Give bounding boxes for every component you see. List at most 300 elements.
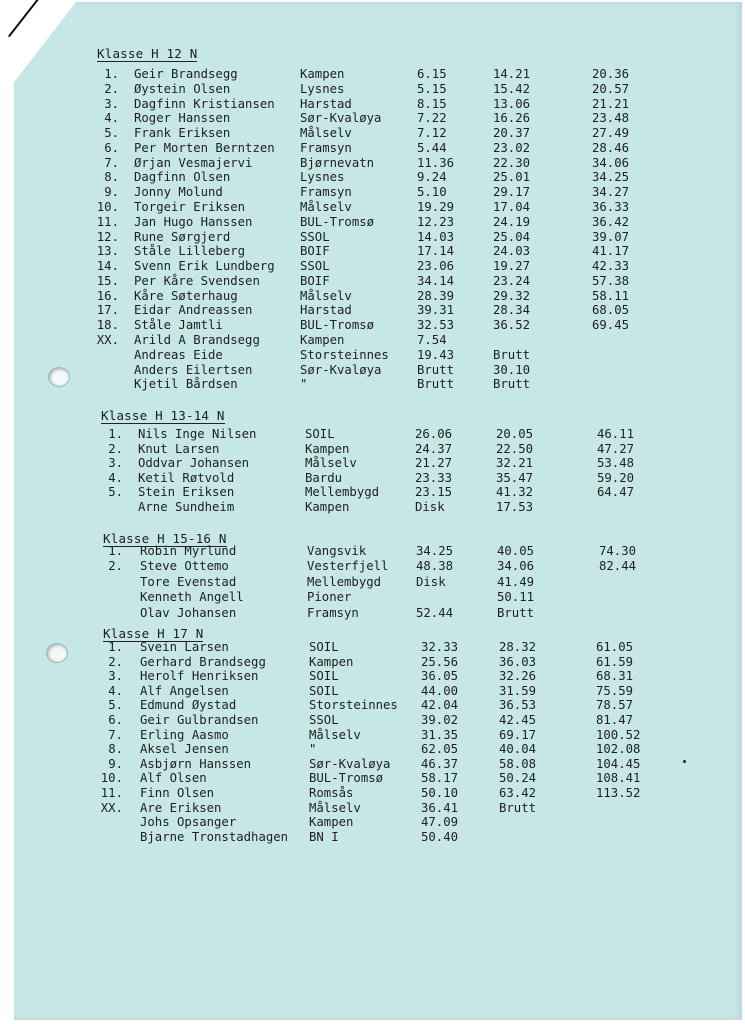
club-name: Målselv bbox=[300, 200, 352, 215]
club-name: Storsteinnes bbox=[309, 698, 398, 713]
result-row bbox=[0, 274, 745, 288]
club-name: BOIF bbox=[300, 244, 330, 259]
time-total: 64.47 bbox=[597, 485, 635, 500]
club-name: Harstad bbox=[300, 303, 352, 318]
runner-name: Kenneth Angell bbox=[140, 590, 244, 605]
result-row bbox=[0, 757, 745, 771]
time-total: 36.33 bbox=[592, 200, 630, 215]
time-second: 63.42 bbox=[499, 786, 537, 800]
section-title: Klasse H 17 N bbox=[103, 626, 204, 641]
time-first: 23.15 bbox=[415, 485, 453, 500]
time-second: 36.53 bbox=[499, 698, 537, 713]
time-first: 11.36 bbox=[417, 155, 455, 170]
time-second: 24.03 bbox=[493, 244, 531, 259]
time-first: 5.44 bbox=[417, 140, 447, 155]
time-first: 5.10 bbox=[417, 185, 447, 200]
runner-name: Jan Hugo Hanssen bbox=[134, 214, 253, 229]
time-first: 36.05 bbox=[421, 669, 459, 684]
time-first: 21.27 bbox=[415, 456, 453, 471]
time-second: 58.08 bbox=[499, 756, 537, 771]
runner-name: Erling Aasmo bbox=[140, 727, 229, 742]
runner-name: Aksel Jensen bbox=[140, 742, 229, 757]
rank: 10. bbox=[100, 771, 123, 786]
runner-name: Edmund Øystad bbox=[140, 698, 237, 713]
club-name: Kampen bbox=[305, 441, 350, 456]
time-second: 29.17 bbox=[493, 185, 531, 200]
time-total: 75.59 bbox=[596, 683, 634, 698]
result-row bbox=[0, 830, 745, 844]
time-total: 74.30 bbox=[599, 544, 637, 558]
club-name: SSOL bbox=[300, 259, 330, 274]
runner-name: Ketil Røtvold bbox=[138, 470, 235, 485]
club-name: Vesterfjell bbox=[307, 559, 389, 574]
runner-name: Frank Eriksen bbox=[134, 126, 231, 141]
runner-name: Are Eriksen bbox=[140, 800, 222, 815]
runner-name: Stein Eriksen bbox=[138, 485, 235, 500]
time-second: 40.05 bbox=[497, 544, 535, 558]
result-row bbox=[0, 456, 745, 470]
runner-name: Ståle Jamtli bbox=[134, 318, 223, 333]
time-total: 100.52 bbox=[596, 727, 641, 742]
rank: XX. bbox=[96, 333, 119, 348]
club-name: Bjørnevatn bbox=[300, 155, 375, 170]
result-row bbox=[0, 684, 745, 698]
time-first: 50.40 bbox=[421, 829, 459, 844]
club-name: Kampen bbox=[305, 500, 350, 514]
result-row bbox=[0, 303, 745, 317]
result-row bbox=[0, 728, 745, 742]
result-row bbox=[0, 215, 745, 229]
time-total: 81.47 bbox=[596, 713, 634, 727]
time-first: 7.12 bbox=[417, 126, 447, 141]
club-name: Målselv bbox=[309, 800, 361, 815]
time-second: 15.42 bbox=[493, 81, 531, 96]
time-second: 50.11 bbox=[497, 590, 535, 605]
time-second: 69.17 bbox=[499, 727, 537, 742]
club-name: Kampen bbox=[309, 654, 354, 669]
result-row bbox=[0, 363, 745, 377]
rank: 10. bbox=[96, 200, 119, 215]
time-second: 25.01 bbox=[493, 170, 531, 185]
rank: 12. bbox=[96, 229, 119, 244]
time-second: 14.21 bbox=[493, 67, 531, 81]
result-row bbox=[0, 713, 745, 727]
rank: 4. bbox=[104, 111, 119, 126]
runner-name: Eidar Andreassen bbox=[134, 303, 253, 318]
time-first: 50.10 bbox=[421, 786, 459, 800]
runner-name: Alf Olsen bbox=[140, 771, 207, 786]
result-row bbox=[0, 244, 745, 258]
rank: 2. bbox=[104, 81, 119, 96]
runner-name: Steve Ottemo bbox=[140, 559, 229, 574]
time-first: 26.06 bbox=[415, 427, 453, 441]
time-first: Brutt bbox=[417, 362, 455, 377]
time-second: 28.32 bbox=[499, 640, 537, 654]
club-name: Bardu bbox=[305, 470, 343, 485]
result-row bbox=[0, 559, 745, 573]
result-row bbox=[0, 801, 745, 815]
club-name: BOIF bbox=[300, 273, 330, 288]
club-name: Lysnes bbox=[300, 170, 345, 185]
rank: 8. bbox=[104, 170, 119, 185]
result-row bbox=[0, 377, 745, 391]
time-second: 22.50 bbox=[496, 441, 534, 456]
club-name: Målselv bbox=[300, 288, 352, 303]
result-row bbox=[0, 348, 745, 362]
club-name: Målselv bbox=[305, 456, 357, 471]
time-second: Brutt bbox=[499, 800, 537, 815]
time-second: 32.26 bbox=[499, 669, 537, 684]
time-second: 23.02 bbox=[493, 140, 531, 155]
time-total: 47.27 bbox=[597, 441, 635, 456]
time-total: 34.06 bbox=[592, 155, 630, 170]
result-row bbox=[0, 126, 745, 140]
club-name: BUL-Tromsø bbox=[309, 771, 384, 786]
result-row bbox=[0, 141, 745, 155]
rank: 8. bbox=[108, 742, 123, 757]
result-row bbox=[0, 111, 745, 125]
result-row bbox=[0, 318, 745, 332]
rank: 14. bbox=[96, 259, 119, 274]
rank: 9. bbox=[104, 185, 119, 200]
rank: 11. bbox=[100, 786, 123, 800]
club-name: Kampen bbox=[300, 333, 345, 348]
time-first: Disk bbox=[416, 574, 446, 589]
time-total: 20.57 bbox=[592, 81, 630, 96]
time-total: 39.07 bbox=[592, 229, 630, 244]
runner-name: Rune Sørgjerd bbox=[134, 229, 231, 244]
time-first: 17.14 bbox=[417, 244, 455, 259]
time-first: 34.14 bbox=[417, 273, 455, 288]
club-name: BN I bbox=[309, 829, 339, 844]
runner-name: Arne Sundheim bbox=[138, 500, 235, 514]
result-row bbox=[0, 97, 745, 111]
time-second: 31.59 bbox=[499, 683, 537, 698]
runner-name: Andreas Eide bbox=[134, 347, 223, 362]
time-first: 6.15 bbox=[417, 67, 447, 81]
runner-name: Dagfinn Kristiansen bbox=[134, 96, 275, 111]
club-name: Pioner bbox=[307, 590, 352, 605]
time-first: 5.15 bbox=[417, 81, 447, 96]
club-name: BUL-Tromsø bbox=[300, 318, 375, 333]
time-second: 22.30 bbox=[493, 155, 531, 170]
time-second: 17.04 bbox=[493, 200, 531, 215]
runner-name: Kåre Søterhaug bbox=[134, 288, 238, 303]
time-first: 39.31 bbox=[417, 303, 455, 318]
club-name: SOIL bbox=[309, 669, 339, 684]
time-second: 23.24 bbox=[493, 273, 531, 288]
time-first: 9.24 bbox=[417, 170, 447, 185]
time-first: 39.02 bbox=[421, 713, 459, 727]
runner-name: Ståle Lilleberg bbox=[134, 244, 246, 259]
result-row bbox=[0, 333, 745, 347]
time-total: 69.45 bbox=[592, 318, 630, 333]
time-second: 34.06 bbox=[497, 559, 535, 574]
result-row bbox=[0, 655, 745, 669]
time-second: 36.52 bbox=[493, 318, 531, 333]
time-first: 14.03 bbox=[417, 229, 455, 244]
runner-name: Torgeir Eriksen bbox=[134, 200, 246, 215]
time-first: 42.04 bbox=[421, 698, 459, 713]
result-row bbox=[0, 442, 745, 456]
result-row bbox=[0, 590, 745, 604]
rank: 1. bbox=[108, 640, 123, 654]
time-first: 23.33 bbox=[415, 470, 453, 485]
time-second: 41.32 bbox=[496, 485, 534, 500]
result-row bbox=[0, 230, 745, 244]
runner-name: Geir Brandsegg bbox=[134, 67, 238, 81]
time-first: Disk bbox=[415, 500, 445, 514]
result-row bbox=[0, 67, 745, 81]
time-total: 78.57 bbox=[596, 698, 634, 713]
rank: 16. bbox=[96, 288, 119, 303]
time-first: 31.35 bbox=[421, 727, 459, 742]
time-second: Brutt bbox=[493, 377, 531, 392]
time-total: 28.46 bbox=[592, 140, 630, 155]
time-first: 46.37 bbox=[421, 756, 459, 771]
time-first: 52.44 bbox=[416, 605, 454, 620]
time-total: 34.27 bbox=[592, 185, 630, 200]
rank: 4. bbox=[108, 470, 123, 485]
runner-name: Anders Eilertsen bbox=[134, 362, 253, 377]
runner-name: Robin Myrlund bbox=[140, 544, 237, 558]
time-total: 46.11 bbox=[597, 427, 635, 441]
club-name: Mellembygd bbox=[307, 574, 382, 589]
result-row bbox=[0, 485, 745, 499]
time-second: Brutt bbox=[493, 347, 531, 362]
result-row bbox=[0, 544, 745, 558]
time-first: 7.22 bbox=[417, 111, 447, 126]
time-first: 19.29 bbox=[417, 200, 455, 215]
rank: 7. bbox=[108, 727, 123, 742]
time-total: 20.36 bbox=[592, 67, 630, 81]
runner-name: Dagfinn Olsen bbox=[134, 170, 231, 185]
time-first: 48.38 bbox=[416, 559, 454, 574]
time-first: 62.05 bbox=[421, 742, 459, 757]
time-first: 34.25 bbox=[416, 544, 454, 558]
rank: 17. bbox=[96, 303, 119, 318]
time-second: 19.27 bbox=[493, 259, 531, 274]
rank: 5. bbox=[104, 126, 119, 141]
rank: 2. bbox=[108, 654, 123, 669]
runner-name: Tore Evenstad bbox=[140, 574, 237, 589]
club-name: Framsyn bbox=[300, 140, 352, 155]
runner-name: Johs Opsanger bbox=[140, 815, 237, 830]
time-second: 20.05 bbox=[496, 427, 534, 441]
club-name: Harstad bbox=[300, 96, 352, 111]
result-row bbox=[0, 500, 745, 514]
time-first: 44.00 bbox=[421, 683, 459, 698]
time-total: 102.08 bbox=[596, 742, 641, 757]
rank: XX. bbox=[100, 800, 123, 815]
time-first: 58.17 bbox=[421, 771, 459, 786]
result-row bbox=[0, 698, 745, 712]
runner-name: Øystein Olsen bbox=[134, 81, 231, 96]
club-name: SOIL bbox=[309, 683, 339, 698]
runner-name: Svenn Erik Lundberg bbox=[134, 259, 275, 274]
club-name: Kampen bbox=[300, 67, 345, 81]
result-row bbox=[0, 82, 745, 96]
runner-name: Ørjan Vesmajervi bbox=[134, 155, 253, 170]
club-name: Sør-Kvaløya bbox=[300, 111, 382, 126]
runner-name: Oddvar Johansen bbox=[138, 456, 250, 471]
rank: 3. bbox=[108, 456, 123, 471]
time-total: 113.52 bbox=[596, 786, 641, 800]
time-second: 30.10 bbox=[493, 362, 531, 377]
time-total: 61.05 bbox=[596, 640, 634, 654]
club-name: Sør-Kvaløya bbox=[300, 362, 382, 377]
rank: 2. bbox=[108, 441, 123, 456]
time-second: 20.37 bbox=[493, 126, 531, 141]
time-second: 25.04 bbox=[493, 229, 531, 244]
time-total: 59.20 bbox=[597, 470, 635, 485]
club-name: SOIL bbox=[309, 640, 339, 654]
rank: 5. bbox=[108, 485, 123, 500]
club-name: Framsyn bbox=[307, 605, 359, 620]
result-row bbox=[0, 669, 745, 683]
rank: 3. bbox=[104, 96, 119, 111]
runner-name: Finn Olsen bbox=[140, 786, 215, 800]
time-second: 42.45 bbox=[499, 713, 537, 727]
rank: 15. bbox=[96, 273, 119, 288]
rank: 11. bbox=[96, 214, 119, 229]
time-second: 50.24 bbox=[499, 771, 537, 786]
time-second: 17.53 bbox=[496, 500, 534, 514]
runner-name: Bjarne Tronstadhagen bbox=[140, 829, 289, 844]
runner-name: Olav Johansen bbox=[140, 605, 237, 620]
time-second: 41.49 bbox=[497, 574, 535, 589]
club-name: Målselv bbox=[300, 126, 352, 141]
club-name: SOIL bbox=[305, 427, 335, 441]
time-second: 13.06 bbox=[493, 96, 531, 111]
time-first: 28.39 bbox=[417, 288, 455, 303]
result-row bbox=[0, 786, 745, 800]
club-name: Sør-Kvaløya bbox=[309, 756, 391, 771]
rank: 1. bbox=[108, 544, 123, 558]
section-title: Klasse H 15-16 N bbox=[103, 531, 227, 546]
time-second: 24.19 bbox=[493, 214, 531, 229]
club-name: Målselv bbox=[309, 727, 361, 742]
result-row bbox=[0, 742, 745, 756]
runner-name: Geir Gulbrandsen bbox=[140, 713, 259, 727]
time-total: 68.05 bbox=[592, 303, 630, 318]
time-total: 104.45 bbox=[596, 756, 641, 771]
runner-name: Alf Angelsen bbox=[140, 683, 229, 698]
time-second: 40.04 bbox=[499, 742, 537, 757]
rank: 6. bbox=[108, 713, 123, 727]
club-name: BUL-Tromsø bbox=[300, 214, 375, 229]
time-total: 23.48 bbox=[592, 111, 630, 126]
rank: 9. bbox=[108, 756, 123, 771]
club-name: Kampen bbox=[309, 815, 354, 830]
runner-name: Roger Hanssen bbox=[134, 111, 231, 126]
time-total: 36.42 bbox=[592, 214, 630, 229]
rank: 7. bbox=[104, 155, 119, 170]
runner-name: Svein Larsen bbox=[140, 640, 229, 654]
time-second: Brutt bbox=[497, 605, 535, 620]
rank: 13. bbox=[96, 244, 119, 259]
club-name: SSOL bbox=[309, 713, 339, 727]
section-title: Klasse H 13-14 N bbox=[101, 408, 225, 423]
result-row bbox=[0, 575, 745, 589]
club-name: Framsyn bbox=[300, 185, 352, 200]
result-row bbox=[0, 185, 745, 199]
time-first: 7.54 bbox=[417, 333, 447, 348]
time-total: 57.38 bbox=[592, 273, 630, 288]
time-total: 27.49 bbox=[592, 126, 630, 141]
time-first: 12.23 bbox=[417, 214, 455, 229]
club-name: Storsteinnes bbox=[300, 347, 389, 362]
time-first: Brutt bbox=[417, 377, 455, 392]
runner-name: Jonny Molund bbox=[134, 185, 223, 200]
result-row bbox=[0, 259, 745, 273]
time-first: 36.41 bbox=[421, 800, 459, 815]
time-total: 21.21 bbox=[592, 96, 630, 111]
club-name: SSOL bbox=[300, 229, 330, 244]
result-row bbox=[0, 640, 745, 654]
time-first: 32.53 bbox=[417, 318, 455, 333]
runner-name: Per Morten Berntzen bbox=[134, 140, 275, 155]
time-second: 16.26 bbox=[493, 111, 531, 126]
runner-name: Herolf Henriksen bbox=[140, 669, 259, 684]
time-first: 47.09 bbox=[421, 815, 459, 830]
time-first: 24.37 bbox=[415, 441, 453, 456]
club-name: Romsås bbox=[309, 786, 354, 800]
club-name: " bbox=[309, 742, 317, 757]
time-total: 42.33 bbox=[592, 259, 630, 274]
time-second: 28.34 bbox=[493, 303, 531, 318]
time-total: 108.41 bbox=[596, 771, 641, 786]
time-second: 36.03 bbox=[499, 654, 537, 669]
rank: 2. bbox=[108, 559, 123, 574]
result-row bbox=[0, 606, 745, 620]
section-title: Klasse H 12 N bbox=[97, 46, 198, 61]
result-row bbox=[0, 170, 745, 184]
club-name: Vangsvik bbox=[307, 544, 367, 558]
time-total: 68.31 bbox=[596, 669, 634, 684]
runner-name: Kjetil Bårdsen bbox=[134, 377, 238, 392]
runner-name: Gerhard Brandsegg bbox=[140, 654, 266, 669]
club-name: Lysnes bbox=[300, 81, 345, 96]
rank: 3. bbox=[108, 669, 123, 684]
result-row bbox=[0, 200, 745, 214]
time-second: 35.47 bbox=[496, 470, 534, 485]
time-second: 32.21 bbox=[496, 456, 534, 471]
runner-name: Asbjørn Hanssen bbox=[140, 756, 252, 771]
time-total: 61.59 bbox=[596, 654, 634, 669]
runner-name: Knut Larsen bbox=[138, 441, 220, 456]
result-row bbox=[0, 471, 745, 485]
time-total: 53.48 bbox=[597, 456, 635, 471]
rank: 18. bbox=[96, 318, 119, 333]
club-name: Mellembygd bbox=[305, 485, 380, 500]
rank: 5. bbox=[108, 698, 123, 713]
rank: 6. bbox=[104, 140, 119, 155]
time-first: 19.43 bbox=[417, 347, 455, 362]
time-total: 58.11 bbox=[592, 288, 630, 303]
club-name: " bbox=[300, 377, 308, 392]
time-total: 82.44 bbox=[599, 559, 637, 574]
result-row bbox=[0, 771, 745, 785]
runner-name: Nils Inge Nilsen bbox=[138, 427, 257, 441]
time-first: 25.56 bbox=[421, 654, 459, 669]
time-first: 32.33 bbox=[421, 640, 459, 654]
runner-name: Arild A Brandsegg bbox=[134, 333, 260, 348]
result-row bbox=[0, 156, 745, 170]
result-row bbox=[0, 427, 745, 441]
time-total: 41.17 bbox=[592, 244, 630, 259]
time-total: 34.25 bbox=[592, 170, 630, 185]
